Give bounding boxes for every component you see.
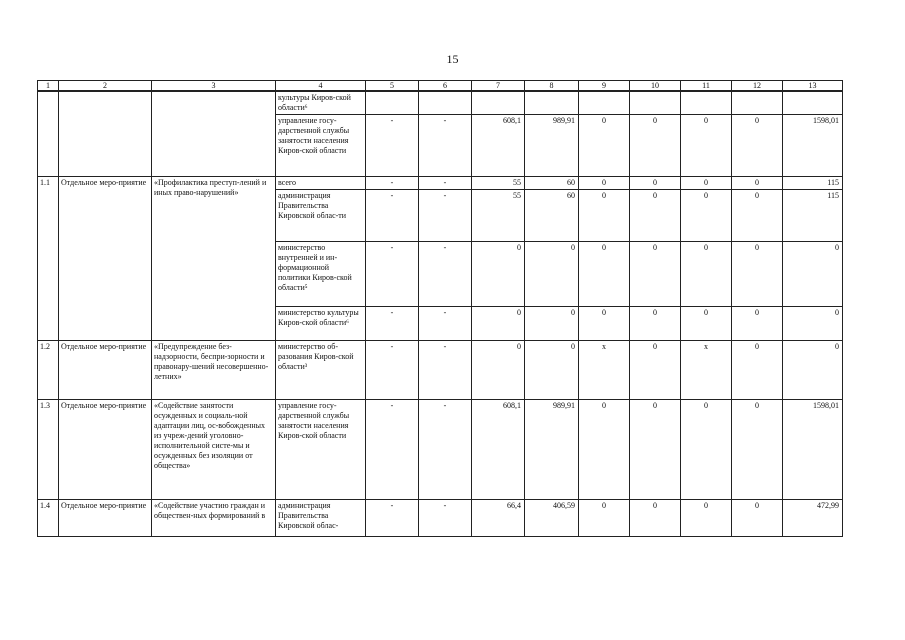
- value-cell-col-10: 0: [630, 341, 681, 400]
- value-cell-col-11: x: [681, 341, 732, 400]
- table-row: [38, 400, 843, 500]
- value-cell-col-9: 0: [579, 190, 630, 242]
- value-cell-col-12: 0: [732, 190, 783, 242]
- value-cell-col-8: 406,59: [525, 500, 579, 537]
- column-header-11: 11: [681, 81, 732, 92]
- value-cell-col-6: -: [419, 190, 472, 242]
- value-cell-col-9: 0: [579, 115, 630, 177]
- value-cell-col-12: 0: [732, 400, 783, 500]
- value-cell-col-6: -: [419, 115, 472, 177]
- event-name-cell: «Содействие участию граждан и обществен-ных формирований в: [152, 500, 276, 537]
- row-number-cell: [38, 91, 59, 177]
- event-name-cell: «Профилактика преступ-лений и иных право-нарушений»: [152, 177, 276, 341]
- value-cell-col-8: [525, 91, 579, 115]
- value-cell-col-5: -: [366, 500, 419, 537]
- value-cell-col-11: 0: [681, 190, 732, 242]
- value-cell-col-11: 0: [681, 177, 732, 190]
- value-cell-col-5: [366, 91, 419, 115]
- value-cell-col-7: 66,4: [472, 500, 525, 537]
- row-number-cell: 1.4: [38, 500, 59, 537]
- value-cell-col-7: 0: [472, 242, 525, 307]
- value-cell-col-10: 0: [630, 115, 681, 177]
- value-cell-col-8: 60: [525, 177, 579, 190]
- row-number-cell: 1.3: [38, 400, 59, 500]
- executor-cell: министерство культуры Киров-ской области⁶: [276, 307, 366, 341]
- value-cell-col-7: 608,1: [472, 115, 525, 177]
- value-cell-col-10: 0: [630, 400, 681, 500]
- column-header-3: 3: [152, 81, 276, 92]
- executor-cell: министерство внутренней и ин-формационной политики Киров-ской области⁵: [276, 242, 366, 307]
- value-cell-col-9: 0: [579, 400, 630, 500]
- value-cell-col-5: -: [366, 341, 419, 400]
- value-cell-col-8: 989,91: [525, 400, 579, 500]
- value-cell-col-12: 0: [732, 307, 783, 341]
- header-row: [38, 81, 843, 92]
- page-number: 15: [446, 52, 459, 66]
- value-cell-col-6: -: [419, 400, 472, 500]
- event-type-cell: Отдельное меро-приятие: [59, 177, 152, 341]
- value-cell-col-12: [732, 91, 783, 115]
- table-row: [38, 91, 843, 115]
- value-cell-col-5: -: [366, 400, 419, 500]
- value-cell-col-12: 0: [732, 341, 783, 400]
- executor-cell: администрация Правительства Кировской облас-ти: [276, 190, 366, 242]
- value-cell-col-13: 115: [783, 177, 843, 190]
- column-header-9: 9: [579, 81, 630, 92]
- column-header-6: 6: [419, 81, 472, 92]
- value-cell-col-8: 989,91: [525, 115, 579, 177]
- event-type-cell: Отдельное меро-приятие: [59, 400, 152, 500]
- value-cell-col-5: -: [366, 307, 419, 341]
- value-cell-col-11: 0: [681, 400, 732, 500]
- value-cell-col-7: 0: [472, 307, 525, 341]
- executor-cell: управление госу-дарственной службы занятости населения Киров-ской области: [276, 115, 366, 177]
- value-cell-col-10: 0: [630, 190, 681, 242]
- value-cell-col-6: [419, 91, 472, 115]
- table-row: [38, 500, 843, 537]
- value-cell-col-5: -: [366, 242, 419, 307]
- value-cell-col-9: [579, 91, 630, 115]
- value-cell-col-8: 60: [525, 190, 579, 242]
- value-cell-col-12: 0: [732, 177, 783, 190]
- value-cell-col-13: 0: [783, 242, 843, 307]
- value-cell-col-7: [472, 91, 525, 115]
- event-name-cell: «Содействие занятости осужденных и социаль-ной адаптации лиц, ос-вобожденных из учреж-дений уголовно-исполнительной систе-мы и осужденных без изоляции от общества»: [152, 400, 276, 500]
- column-header-8: 8: [525, 81, 579, 92]
- value-cell-col-13: 1598,01: [783, 400, 843, 500]
- value-cell-col-10: [630, 91, 681, 115]
- value-cell-col-6: -: [419, 242, 472, 307]
- executor-cell: управление госу-дарственной службы занятости населения Киров-ской области: [276, 400, 366, 500]
- value-cell-col-5: -: [366, 177, 419, 190]
- value-cell-col-9: 0: [579, 307, 630, 341]
- value-cell-col-13: 1598,01: [783, 115, 843, 177]
- value-cell-col-12: 0: [732, 115, 783, 177]
- event-name-cell: «Предупреждение без-надзорности, беспри-зорности и правонару-шений несовершенно-летних»: [152, 341, 276, 400]
- value-cell-col-7: 608,1: [472, 400, 525, 500]
- event-type-cell: Отдельное меро-приятие: [59, 341, 152, 400]
- column-header-4: 4: [276, 81, 366, 92]
- financing-table: [37, 80, 843, 537]
- value-cell-col-5: -: [366, 190, 419, 242]
- value-cell-col-6: -: [419, 307, 472, 341]
- table-row: [38, 341, 843, 400]
- value-cell-col-13: 472,99: [783, 500, 843, 537]
- value-cell-col-8: 0: [525, 341, 579, 400]
- value-cell-col-7: 55: [472, 190, 525, 242]
- value-cell-col-12: 0: [732, 242, 783, 307]
- table-row: [38, 177, 843, 190]
- event-name-cell: [152, 91, 276, 177]
- value-cell-col-13: 115: [783, 190, 843, 242]
- executor-cell: всего: [276, 177, 366, 190]
- value-cell-col-8: 0: [525, 307, 579, 341]
- value-cell-col-7: 0: [472, 341, 525, 400]
- value-cell-col-10: 0: [630, 500, 681, 537]
- value-cell-col-11: 0: [681, 115, 732, 177]
- event-type-cell: Отдельное меро-приятие: [59, 500, 152, 537]
- value-cell-col-9: x: [579, 341, 630, 400]
- column-header-7: 7: [472, 81, 525, 92]
- value-cell-col-13: 0: [783, 307, 843, 341]
- value-cell-col-6: -: [419, 341, 472, 400]
- executor-cell: администрация Правительства Кировской облас-: [276, 500, 366, 537]
- value-cell-col-10: 0: [630, 307, 681, 341]
- event-type-cell: [59, 91, 152, 177]
- value-cell-col-9: 0: [579, 177, 630, 190]
- value-cell-col-11: 0: [681, 307, 732, 341]
- value-cell-col-10: 0: [630, 242, 681, 307]
- value-cell-col-11: 0: [681, 500, 732, 537]
- value-cell-col-7: 55: [472, 177, 525, 190]
- value-cell-col-9: 0: [579, 500, 630, 537]
- column-header-12: 12: [732, 81, 783, 92]
- value-cell-col-13: 0: [783, 341, 843, 400]
- executor-cell: культуры Киров-ской области⁶: [276, 91, 366, 115]
- row-number-cell: 1.1: [38, 177, 59, 341]
- value-cell-col-9: 0: [579, 242, 630, 307]
- row-number-cell: 1.2: [38, 341, 59, 400]
- column-header-10: 10: [630, 81, 681, 92]
- value-cell-col-13: [783, 91, 843, 115]
- value-cell-col-8: 0: [525, 242, 579, 307]
- value-cell-col-12: 0: [732, 500, 783, 537]
- value-cell-col-6: -: [419, 500, 472, 537]
- executor-cell: министерство об-разования Киров-ской области³: [276, 341, 366, 400]
- column-header-13: 13: [783, 81, 843, 92]
- value-cell-col-10: 0: [630, 177, 681, 190]
- value-cell-col-11: [681, 91, 732, 115]
- value-cell-col-5: -: [366, 115, 419, 177]
- column-header-5: 5: [366, 81, 419, 92]
- column-header-2: 2: [59, 81, 152, 92]
- value-cell-col-6: -: [419, 177, 472, 190]
- value-cell-col-11: 0: [681, 242, 732, 307]
- column-header-1: 1: [38, 81, 59, 92]
